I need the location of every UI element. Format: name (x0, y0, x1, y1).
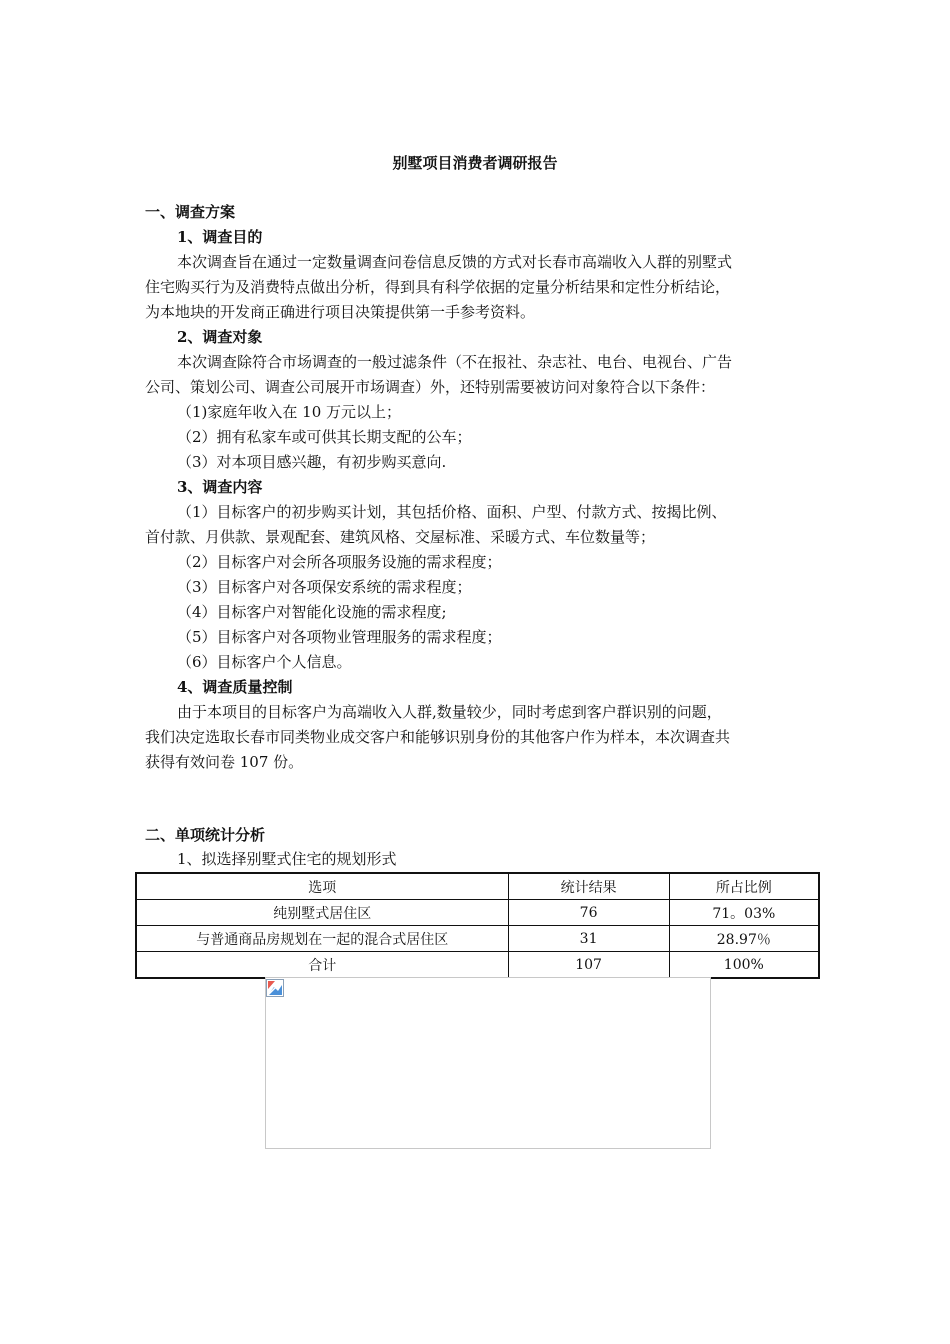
sub4-heading: 4、调查质量控制 (177, 678, 293, 696)
table-row (136, 926, 819, 952)
table-row (136, 900, 819, 926)
table-cell: 107 (508, 952, 669, 979)
table-cell: 合计 (136, 952, 508, 979)
sub4-para-line2: 我们决定选取长春市同类物业成交客户和能够识别身份的其他客户作为样本，本次调查共 (145, 728, 731, 746)
section2-sub1-heading: 1、拟选择别墅式住宅的规划形式 (177, 850, 397, 868)
section2-heading: 二、单项统计分析 (145, 826, 266, 844)
planning-form-table (135, 872, 820, 979)
sub2-heading: 2、调查对象 (177, 328, 263, 346)
sub2-para-line2: 公司、策划公司、调查公司展开市场调查）外，还特别需要被访问对象符合以下条件： (145, 378, 716, 396)
table-header-cell: 统计结果 (508, 873, 669, 900)
table-total-row (136, 952, 819, 979)
sub1-para-line2: 住宅购买行为及消费特点做出分析，得到具有科学依据的定量分析结果和定性分析结论， (145, 278, 731, 296)
table-cell: 76 (508, 900, 669, 926)
table-header-row (136, 873, 819, 900)
table-cell: 71。03% (669, 900, 819, 926)
table-cell: 纯别墅式居住区 (136, 900, 508, 926)
sub3-content-2: （2）目标客户对会所各项服务设施的需求程度； (177, 553, 502, 571)
sub3-content-3: （3）目标客户对各项保安系统的需求程度； (177, 578, 472, 596)
sub3-heading: 3、调查内容 (177, 478, 263, 496)
table-cell: 100% (669, 952, 819, 979)
sub3-content-6: （6）目标客户个人信息。 (177, 653, 352, 671)
report-title: 别墅项目消费者调研报告 (392, 154, 558, 172)
sub1-para-line1: 本次调查旨在通过一定数量调查问卷信息反馈的方式对长春市高端收入人群的别墅式 (177, 253, 733, 271)
broken-image-icon (266, 979, 284, 997)
sub2-condition-2: （2）拥有私家车或可供其长期支配的公车； (177, 428, 472, 446)
sub2-para-line1: 本次调查除符合市场调查的一般过滤条件（不在报社、杂志社、电台、电视台、广告 (177, 353, 733, 371)
sub1-para-line3: 为本地块的开发商正确进行项目决策提供第一手参考资料。 (145, 303, 536, 321)
sub2-condition-3: （3）对本项目感兴趣，有初步购买意向. (177, 453, 447, 471)
table-cell: 与普通商品房规划在一起的混合式居住区 (136, 926, 508, 952)
sub3-content-5: （5）目标客户对各项物业管理服务的需求程度； (177, 628, 502, 646)
table-cell: 28.97％ (669, 926, 819, 952)
sub1-heading: 1、调查目的 (177, 228, 263, 246)
table-header-cell: 所占比例 (669, 873, 819, 900)
sub2-condition-1: （1)家庭年收入在 10 万元以上； (177, 403, 402, 421)
sub3-para-line2: 首付款、月供款、景观配套、建筑风格、交屋标准、采暖方式、车位数量等； (145, 528, 656, 546)
sub4-para-line3: 获得有效问卷 107 份。 (145, 753, 304, 771)
sub4-para-line1: 由于本项目的目标客户为高端收入人群,数量较少，同时考虑到客户群识别的问题， (177, 703, 722, 721)
chart-image-placeholder (265, 977, 711, 1149)
table-header-cell: 选项 (136, 873, 508, 900)
section1-heading: 一、调查方案 (145, 203, 236, 221)
sub3-para-line1: （1）目标客户的初步购买计划，其包括价格、面积、户型、付款方式、按揭比例、 (177, 503, 727, 521)
sub3-content-4: （4）目标客户对智能化设施的需求程度; (177, 603, 447, 621)
table-cell: 31 (508, 926, 669, 952)
